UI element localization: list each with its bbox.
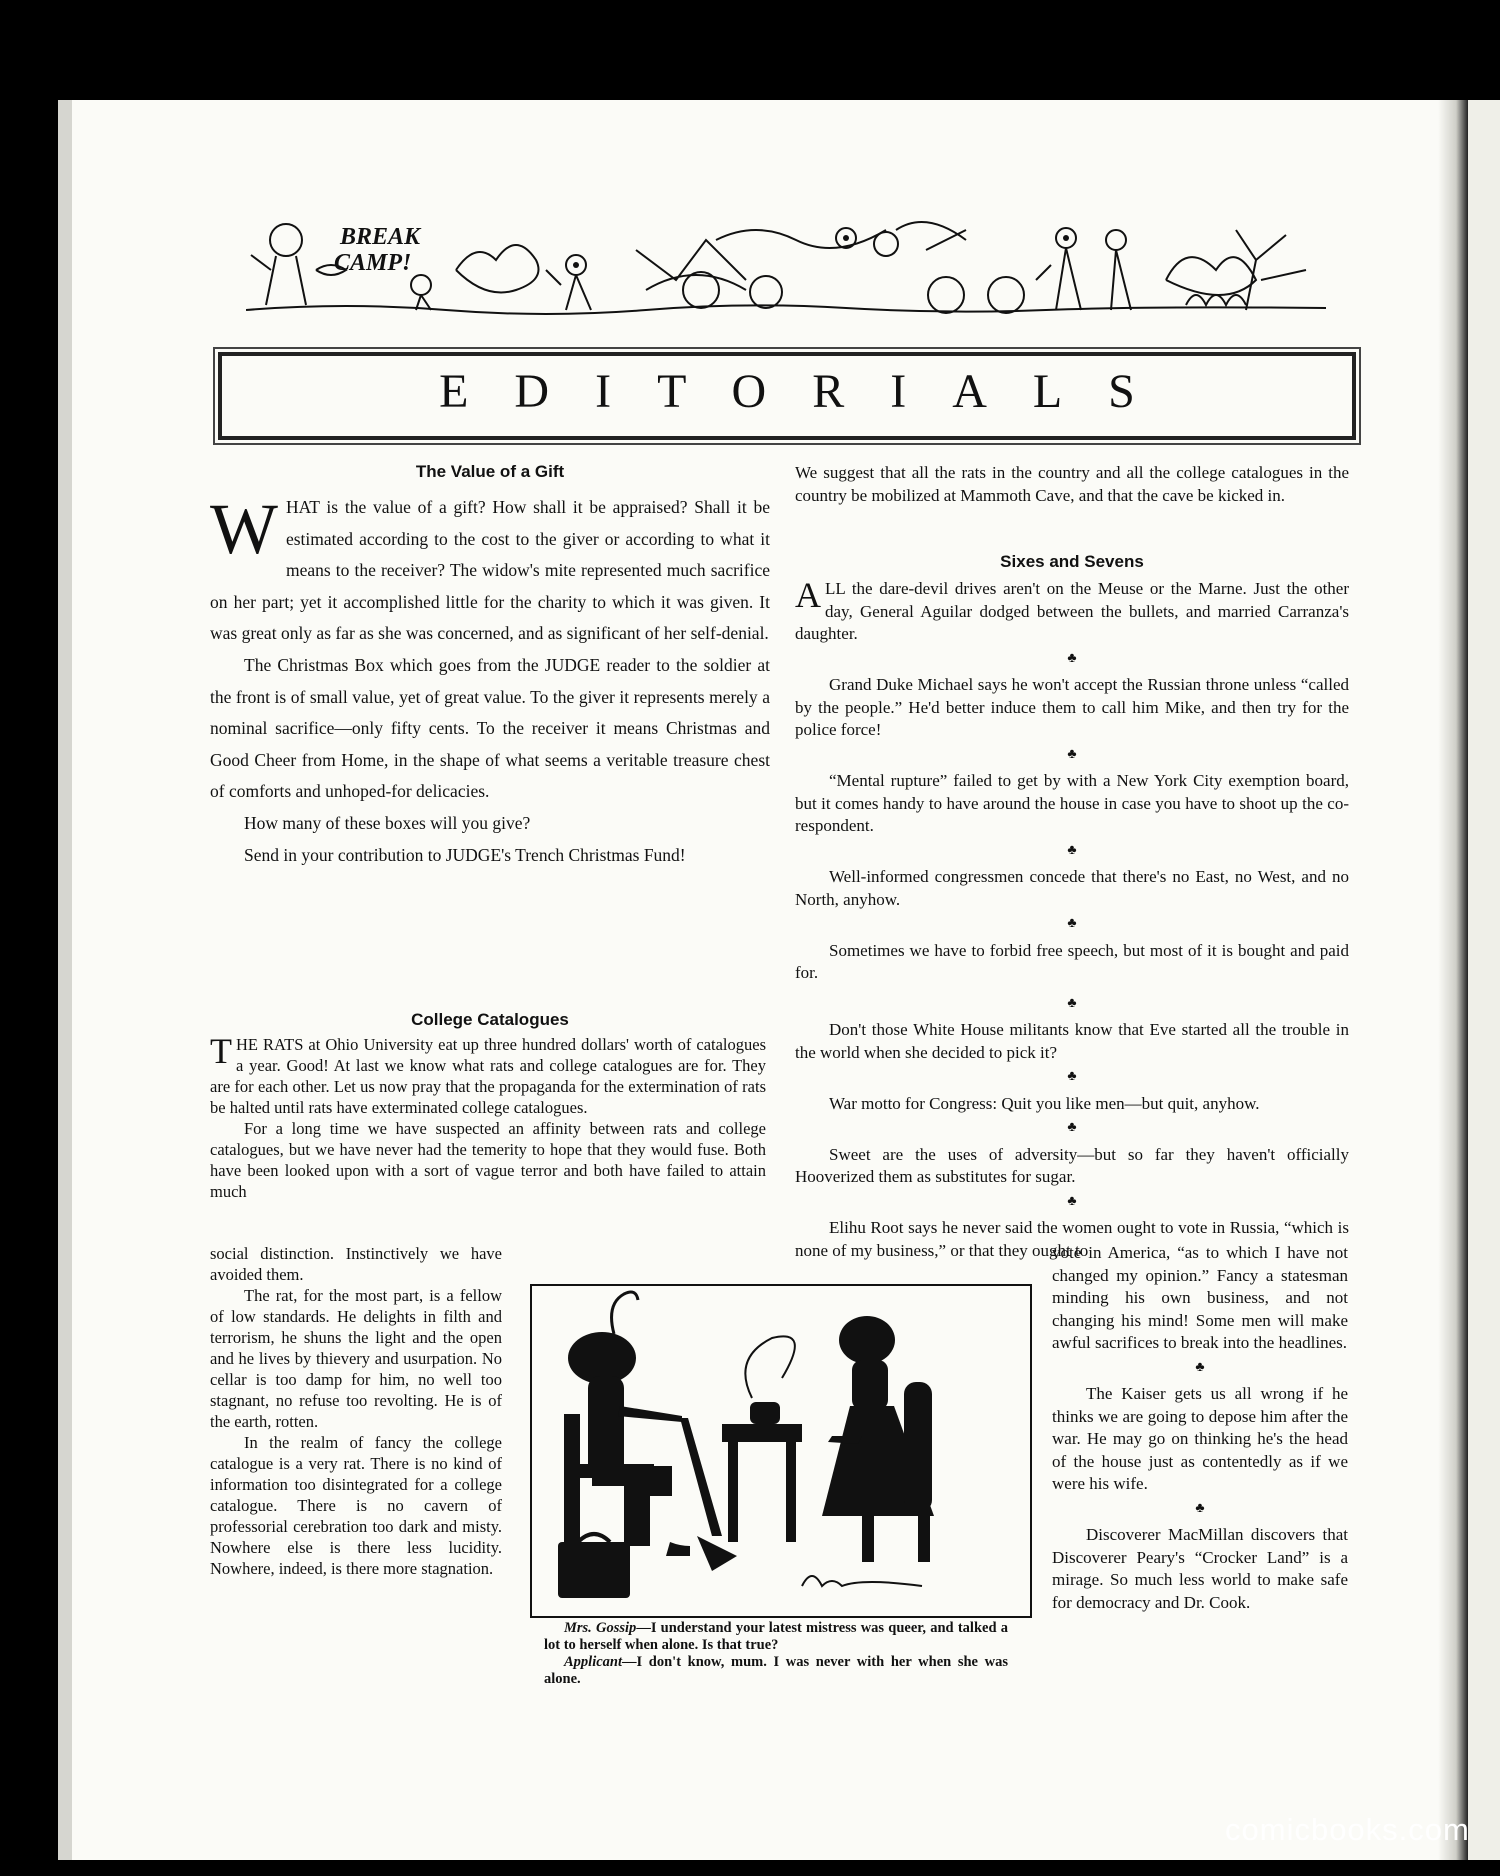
caption-text: —I understand your latest mistress was queer, and talked a lot to herself when alone. Is that true? bbox=[544, 1620, 1008, 1653]
banner-line1: BREAK bbox=[340, 224, 421, 250]
article-rats-continued bbox=[795, 462, 1349, 507]
page-left-edge bbox=[58, 100, 72, 1860]
article-sixes-and-sevens bbox=[795, 575, 1349, 1262]
article-sixes-and-sevens-continued bbox=[1052, 1242, 1348, 1614]
page-gutter-shadow bbox=[1438, 100, 1468, 1860]
paragraph: The Kaiser gets us all wrong if he thinks we are going to depose him after the war. He may go on thinking he's the head of the house just as contentedly as if we were his wife. bbox=[1052, 1384, 1348, 1493]
paragraph: Well-informed congressmen concede that there's no East, no West, and no North, anyhow. bbox=[795, 867, 1349, 909]
paragraph: Grand Duke Michael says he won't accept the Russian throne unless “called by the people.” He'd better induce them to call him Mike, and then try for the police force! bbox=[795, 675, 1349, 739]
section-separator: ♣ bbox=[1067, 916, 1077, 931]
paragraph: vote in America, “as to which I have not changed my opinion.” Fancy a statesman minding his own business, and not changing his mind! Some men will make awful sacrifices to break into the headlines. bbox=[1052, 1243, 1348, 1352]
paragraph-text: HE RATS at Ohio University eat up three hundred dollars' worth of catalogues a year. Good! At last we know what rats and college catalogues are for. They are for each other. Let us now pray that the propaganda for the extermination of rats be halted until rats have exterminated college catalogues. bbox=[210, 1035, 766, 1117]
paragraph bbox=[210, 489, 770, 650]
site-watermark: comicbooks.com bbox=[1225, 1812, 1470, 1847]
paragraph bbox=[795, 575, 1349, 646]
cartoon-caption bbox=[544, 1620, 1008, 1688]
drop-cap: A bbox=[795, 575, 821, 615]
paragraph: The rat, for the most part, is a fellow of low standards. He delights in filth and terrorism, he shuns the light and the open and he lives by thievery and usurpation. No cellar is too damp for him, no well too stagnant, no refuse too revolting. He is of the earth, rotten. bbox=[210, 1286, 502, 1431]
paragraph: Sweet are the uses of adversity—but so far they haven't officially Hooverized them as substitutes for sugar. bbox=[795, 1144, 1349, 1186]
section-separator: ♣ bbox=[1195, 1359, 1205, 1375]
silhouette-illustration bbox=[532, 1286, 1030, 1616]
section-separator: ♣ bbox=[1067, 1069, 1077, 1084]
paragraph: We suggest that all the rats in the country and all the college catalogues in the country be mobilized at Mammoth Cave, and that the cave be kicked in. bbox=[795, 463, 1349, 505]
caption-speaker: Applicant bbox=[564, 1654, 623, 1670]
section-separator: ♣ bbox=[1067, 746, 1077, 762]
paragraph bbox=[210, 1031, 766, 1118]
paragraph-text: HAT is the value of a gift? How shall it be appraised? Shall it be estimated according to the cost to the giver or according to what it means to the receiver? The widow's mite represented much sacrifice on her part; yet it accomplished little for the charity to which it was given. It was great only as far as she was concerned, and as significant of her self-denial. bbox=[210, 497, 770, 644]
paragraph: Sometimes we have to forbid free speech, but most of it is bought and paid for. bbox=[795, 940, 1349, 982]
paragraph: The Christmas Box which goes from the JUDGE reader to the soldier at the front is of small value, yet of great value. To the giver it represents merely a nominal sacrifice—only fifty cents. To the receiver it means Christmas and Good Cheer from Home, in the shape of what seems a veritable treasure chest of comforts and unhoped-for delicacies. bbox=[210, 654, 770, 802]
caption-speaker: Mrs. Gossip bbox=[564, 1620, 637, 1636]
paragraph: Send in your contribution to JUDGE's Trench Christmas Fund! bbox=[244, 844, 686, 865]
paragraph: War motto for Congress: Quit you like men—but quit, anyhow. bbox=[829, 1093, 1260, 1113]
caption-text: —I don't know, mum. I was never with her when she was alone. bbox=[544, 1654, 1008, 1687]
heading-sixes-and-sevens: Sixes and Sevens bbox=[1000, 552, 1144, 571]
paragraph: Don't those White House militants know that Eve started all the trouble in the world when she decided to pick it? bbox=[795, 1020, 1349, 1062]
section-separator: ♣ bbox=[1067, 1120, 1077, 1135]
section-separator: ♣ bbox=[1067, 842, 1077, 858]
banner-line2: CAMP! bbox=[334, 250, 412, 276]
article-college-catalogues-continued bbox=[210, 1243, 502, 1579]
editorials-title-box bbox=[218, 352, 1356, 440]
caption-line bbox=[544, 1654, 1008, 1688]
paragraph: How many of these boxes will you give? bbox=[244, 812, 531, 833]
section-separator: ♣ bbox=[1067, 995, 1077, 1011]
section-separator: ♣ bbox=[1195, 1500, 1205, 1516]
paragraph: “Mental rupture” failed to get by with a New York City exemption board, but it comes handy to have around the house in case you have to shoot up the co-respondent. bbox=[795, 771, 1349, 835]
paragraph: social distinction. Instinctively we have avoided them. bbox=[210, 1244, 502, 1284]
paragraph: In the realm of fancy the college catalogue is a very rat. There is no kind of information too disintegrated for a college catalogue. There is no cavern of professorial cerebration too dark and misty. Nowhere else is there less lucidity. Nowhere, indeed, is there more stagnation. bbox=[210, 1433, 502, 1578]
silhouette-cartoon bbox=[530, 1284, 1032, 1618]
paragraph: Discoverer MacMillan discovers that Discoverer Peary's “Crocker Land” is a mirage. So much less world to make safe for democracy and Dr. Cook. bbox=[1052, 1525, 1348, 1612]
drop-cap: W bbox=[210, 489, 278, 569]
facing-page-edge bbox=[1468, 100, 1500, 1860]
caption-line bbox=[544, 1620, 1008, 1654]
heading-value-of-a-gift: The Value of a Gift bbox=[415, 462, 565, 481]
banner-caption bbox=[334, 224, 421, 276]
heading-college-catalogues: College Catalogues bbox=[411, 1010, 569, 1029]
page-title: EDITORIALS bbox=[439, 365, 1181, 418]
article-college-catalogues bbox=[210, 1031, 766, 1202]
section-separator: ♣ bbox=[1067, 1193, 1077, 1209]
article-value-of-a-gift bbox=[210, 489, 770, 871]
paragraph: For a long time we have suspected an affinity between rats and college catalogues, but we have never had the temerity to hope that they would fuse. Both have been looked upon with a sort of vague terror and both have failed to attain much bbox=[210, 1119, 766, 1201]
paragraph-text: LL the dare-devil drives aren't on the Meuse or the Marne. Just the other day, General Aguilar dodged between the bullets, and married Carranza's daughter. bbox=[795, 579, 1349, 643]
section-separator: ♣ bbox=[1067, 650, 1077, 666]
drop-cap: T bbox=[210, 1031, 232, 1071]
paragraph: Elihu Root says he never said the women ought to vote in Russia, “which is none of my business,” or that they ought to bbox=[795, 1218, 1349, 1260]
